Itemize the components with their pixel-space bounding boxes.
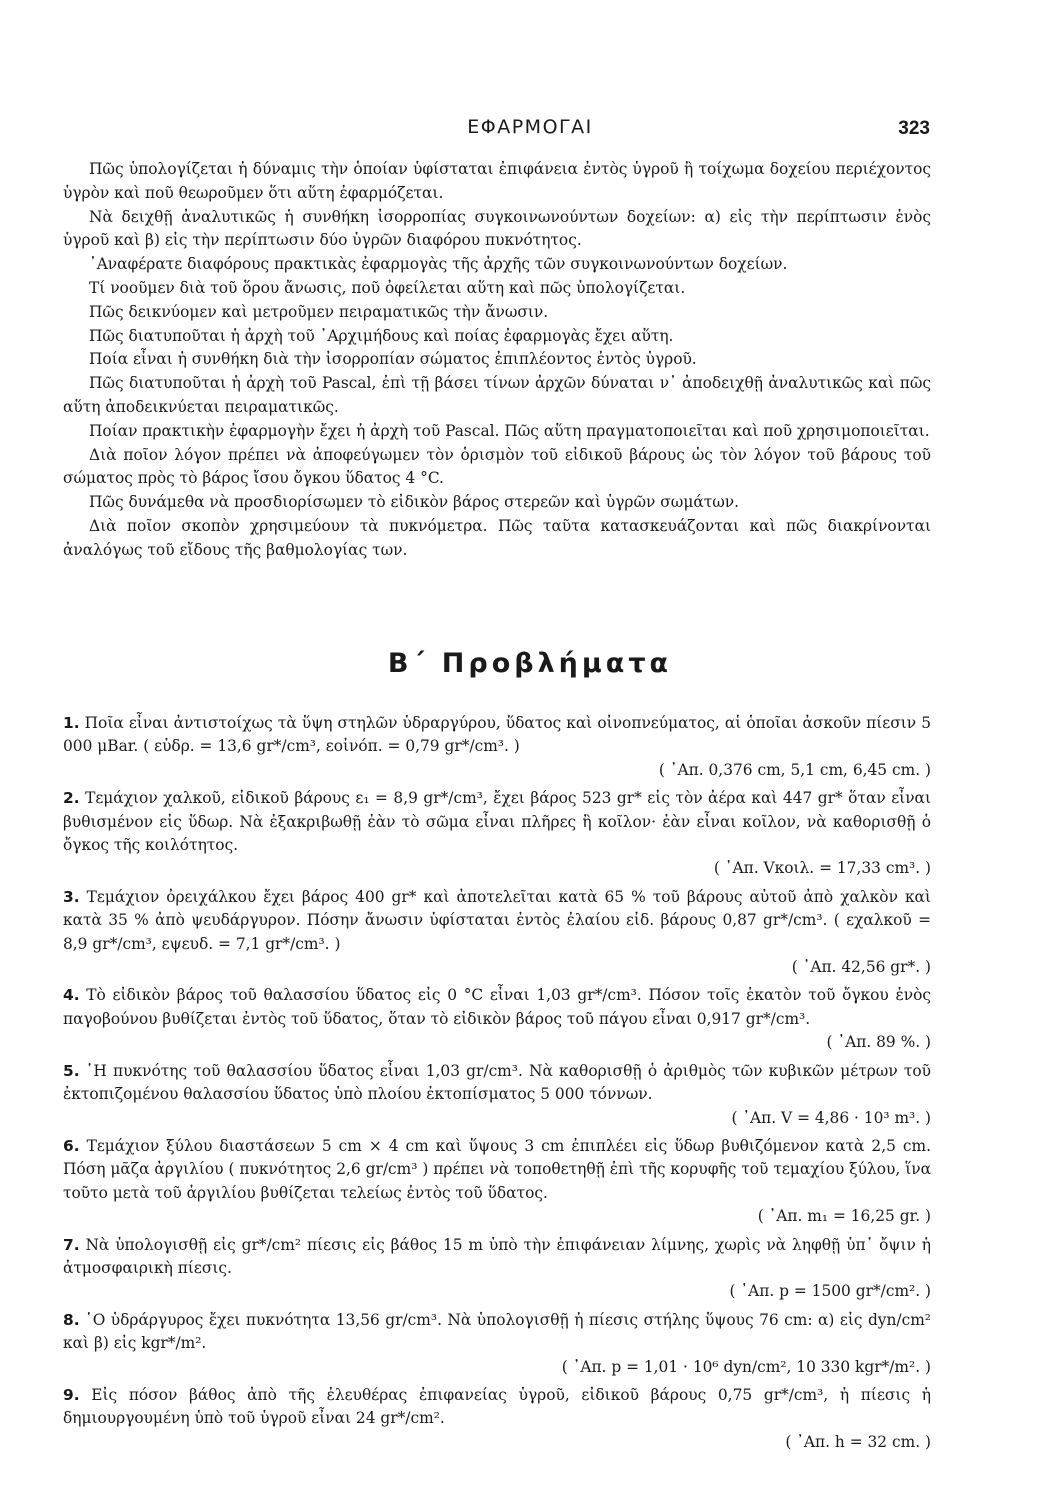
question-item: Πῶς δεικνύομεν καὶ μετροῦμεν πειραματικῶς τὴν ἄνωσιν.	[89, 302, 549, 321]
question-item: Ποία εἶναι ἡ συνθήκη διὰ τὴν ἰσορροπίαν σώματος ἐπιπλέοντος ἐντὸς ὑγροῦ.	[89, 350, 697, 369]
question-item: Πῶς δυνάμεθα νὰ προσδιορίσωμεν τὸ εἰδικὸν βάρος στερεῶν καὶ ὑγρῶν σωμάτων.	[89, 493, 740, 512]
problem-answer: ( ᾿Απ. V = 4,86 · 10³ m³. )	[731, 1108, 931, 1127]
problem-item	[63, 1060, 931, 1130]
question-item: Πῶς ὑπολογίζεται ἡ δύναμις τὴν ὁποίαν ὑφίσταται ἐπιφάνεια ἐντὸς ὑγροῦ ἢ τοίχωμα δοχείου περιέχοντος ὑγρὸν καὶ ποῦ θεωροῦμεν ὅτι αὕτη ἐφαρμόζεται.	[63, 160, 931, 202]
problem-text: ῾Ο ὑδράργυρος ἔχει πυκνότητα 13,56 gr/cm³. Νὰ ὑπολογισθῇ ἡ πίεσις στήλης ὕψους 76 cm: α) εἰς dyn/cm² καὶ β) εἰς kgr*/m².	[63, 1310, 931, 1353]
problems-section-heading: Β΄ Προβλήματα	[387, 648, 673, 679]
problem-item	[63, 984, 931, 1054]
review-questions	[63, 158, 931, 563]
problem-number: 7.	[63, 1235, 80, 1254]
question-item: Πῶς διατυποῦται ἡ ἀρχὴ τοῦ ᾿Αρχιμήδους καὶ ποίας ἐφαρμογὰς ἔχει αὕτη.	[89, 326, 674, 345]
problem-answer: ( ᾿Απ. Vκοιλ. = 17,33 cm³. )	[713, 859, 931, 878]
problem-number: 2.	[63, 789, 80, 808]
problem-answer: ( ᾿Απ. 89 %. )	[826, 1033, 931, 1052]
problem-number: 9.	[63, 1385, 80, 1404]
problem-text: Εἰς πόσον βάθος ἀπὸ τῆς ἐλευθέρας ἐπιφανείας ὑγροῦ, εἰδικοῦ βάρους 0,75 gr*/cm³, ἡ πίεσις ἡ δημιουργουμένη ὑπὸ τοῦ ὑγροῦ εἶναι 24 gr*/cm².	[63, 1385, 931, 1428]
question-item: Τί νοοῦμεν διὰ τοῦ ὅρου ἄνωσις, ποῦ ὀφείλεται αὕτη καὶ πῶς ὑπολογίζεται.	[89, 278, 686, 297]
problem-answer: ( ᾿Απ. h = 32 cm. )	[785, 1432, 931, 1451]
problem-answer: ( ᾿Απ. m₁ = 16,25 gr. )	[757, 1207, 931, 1226]
question-item: Πῶς διατυποῦται ἡ ἀρχὴ τοῦ Pascal, ἐπὶ τῇ βάσει τίνων ἀρχῶν δύναται ν᾿ ἀποδειχθῇ ἀναλυτικῶς καὶ πῶς αὕτη ἀποδεικνύεται πειραματικῶς.	[63, 374, 931, 416]
problem-text: ῾Η πυκνότης τοῦ θαλασσίου ὕδατος εἶναι 1,03 gr/cm³. Νὰ καθορισθῇ ὁ ἀριθμὸς τῶν κυβικῶν μέτρων τοῦ ἐκτοπιζομένου θαλασσίου ὕδατος ὑπὸ πλοίου ἐκτοπίσματος 5 000 τόννων.	[63, 1061, 931, 1104]
problem-text: Τεμάχιον χαλκοῦ, εἰδικοῦ βάρους ε₁ = 8,9 gr*/cm³, ἔχει βάρος 523 gr* εἰς τὸν ἀέρα καὶ 447 gr* ὅταν εἶναι βυθισμένον εἰς ὕδωρ. Νὰ ἐξακριβωθῇ ἐὰν τὸ σῶμα εἶναι πλῆρες ἢ κοῖλον· ἐὰν εἶναι κοῖλον, νὰ καθορισθῇ ὁ ὄγκος τῆς κοιλότητος.	[63, 789, 931, 855]
question-item: Ποίαν πρακτικὴν ἐφαρμογὴν ἔχει ἡ ἀρχὴ τοῦ Pascal. Πῶς αὕτη πραγματοποιεῖται καὶ ποῦ χρησιμοποιεῖται.	[89, 421, 930, 440]
problems-list	[63, 712, 931, 1459]
problem-number: 6.	[63, 1136, 80, 1155]
question-item: Διὰ ποῖον σκοπὸν χρησιμεύουν τὰ πυκνόμετρα. Πῶς ταῦτα κατασκευάζονται καὶ πῶς διακρίνονται ἀναλόγως τοῦ εἴδους τῆς βαθμολογίας των.	[63, 516, 931, 559]
problem-item	[63, 1135, 931, 1229]
problem-text: Τεμάχιον ὀρειχάλκου ἔχει βάρος 400 gr* καὶ ἀποτελεῖται κατὰ 65 % τοῦ βάρους αὐτοῦ ἀπὸ χαλκὸν καὶ κατὰ 35 % ἀπὸ ψευδάργυρον. Πόσην ἄνωσιν ὑφίσταται ἐντὸς ἐλαίου εἰδ. βάρους 0,87 gr*/cm³. ( εχαλκοῦ = 8,9 gr*/cm³, εψευδ. = 7,1 gr*/cm³. )	[63, 887, 931, 953]
question-item: Νὰ δειχθῇ ἀναλυτικῶς ἡ συνθήκη ἰσορροπίας συγκοινωνούντων δοχείων: α) εἰς τὴν περίπτωσιν ἑνὸς ὑγροῦ καὶ β) εἰς τὴν περίπτωσιν δύο ὑγρῶν διαφόρου πυκνότητος.	[63, 207, 931, 250]
problem-item	[63, 1234, 931, 1304]
problem-text: Τεμάχιον ξύλου διαστάσεων 5 cm × 4 cm καὶ ὕψους 3 cm ἐπιπλέει εἰς ὕδωρ βυθιζόμενον κατὰ 2,5 cm. Πόση μᾶζα ἀργιλίου ( πυκνότητος 2,6 gr/cm³ ) πρέπει νὰ τοποθετηθῇ ἐπὶ τῆς κορυφῆς τοῦ τεμαχίου ξύλου, ἵνα τοῦτο μετὰ τοῦ ἀργιλίου βυθίζεται τελείως ἐντὸς τοῦ ὕδατος.	[63, 1136, 931, 1202]
running-header-title: ΕΦΑΡΜΟΓΑΙ	[467, 116, 593, 138]
problem-answer: ( ᾿Απ. p = 1,01 · 10⁶ dyn/cm², 10 330 kgr*/m². )	[561, 1357, 931, 1376]
problem-text: Τὸ εἰδικὸν βάρος τοῦ θαλασσίου ὕδατος εἰς 0 °C εἶναι 1,03 gr*/cm³. Πόσον τοῖς ἑκατὸν τοῦ ὄγκου ἑνὸς παγοβούνου βυθίζεται ἐντὸς τοῦ ὕδατος, ὅταν τὸ εἰδικὸν βάρος τοῦ πάγου εἶναι 0,917 gr*/cm³.	[63, 986, 931, 1028]
problem-number: 3.	[63, 887, 80, 906]
problem-item	[63, 1384, 931, 1454]
problem-number: 1.	[63, 714, 80, 732]
problem-item	[63, 886, 931, 980]
problem-item	[63, 712, 931, 782]
problem-text: Ποῖα εἶναι ἀντιστοίχως τὰ ὕψη στηλῶν ὑδραργύρου, ὕδατος καὶ οἰνοπνεύματος, αἱ ὁποῖαι ἀσκοῦν πίεσιν 5 000 μBar. ( εὑδρ. = 13,6 gr*/cm³, εοἰνόπ. = 0,79 gr*/cm³. )	[63, 714, 931, 756]
problem-item	[63, 1309, 931, 1379]
problem-number: 8.	[63, 1310, 80, 1329]
problem-answer: ( ᾿Απ. 42,56 gr*. )	[791, 958, 931, 977]
problem-number: 4.	[63, 986, 80, 1005]
problem-answer: ( ᾿Απ. p = 1500 gr*/cm². )	[729, 1282, 931, 1301]
problem-number: 5.	[63, 1061, 80, 1080]
problem-text: Νὰ ὑπολογισθῇ εἰς gr*/cm² πίεσις εἰς βάθος 15 m ὑπὸ τὴν ἐπιφάνειαν λίμνης, χωρὶς νὰ ληφθῇ ὑπ᾿ ὄψιν ἡ ἀτμοσφαιρικὴ πίεσις.	[63, 1235, 931, 1277]
problem-item	[63, 787, 931, 881]
page-number: 323	[898, 118, 930, 139]
problem-answer: ( ᾿Απ. 0,376 cm, 5,1 cm, 6,45 cm. )	[658, 760, 931, 779]
question-item: Διὰ ποῖον λόγον πρέπει νὰ ἀποφεύγωμεν τὸν ὁρισμὸν τοῦ εἰδικοῦ βάρους ὡς τὸν λόγον τοῦ βάρους τοῦ σώματος πρὸς τὸ βάρος ἴσου ὄγκου ὕδατος 4 °C.	[63, 445, 931, 488]
question-item: ᾿Αναφέρατε διαφόρους πρακτικὰς ἐφαρμογὰς τῆς ἀρχῆς τῶν συγκοινωνούντων δοχείων.	[89, 255, 788, 274]
